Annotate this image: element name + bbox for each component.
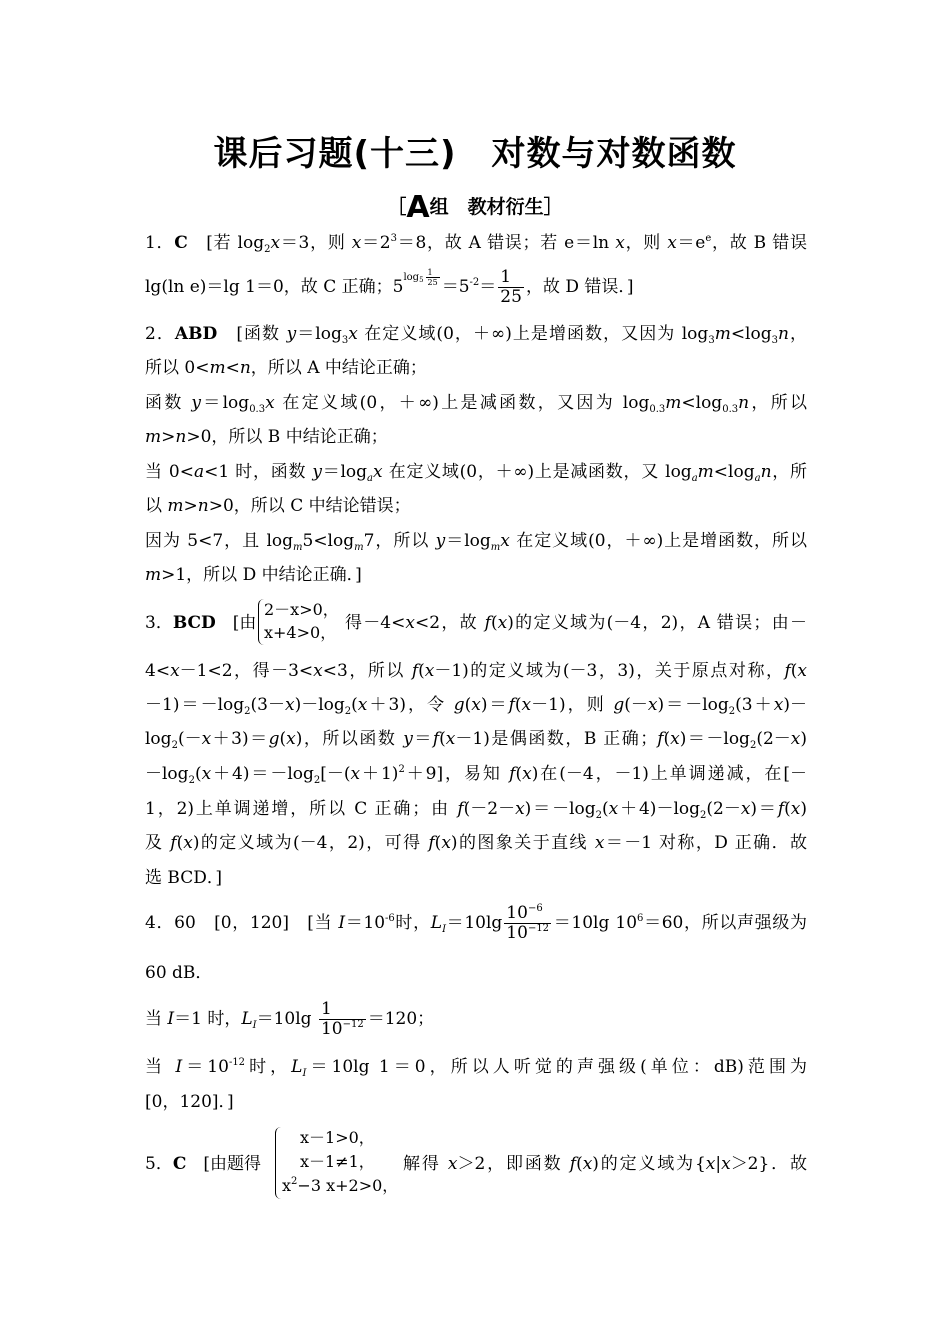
problem-3-line-7: 及 f(x)的定义域为(－4，2)，可得 f(x)的图象关于直线 x＝－1 对称，D 正确．故 <box>145 833 808 853</box>
problem-3-line-1: 得－4<x<2，故 f(x)的定义域为(－4，2)，A 错误；由－ <box>345 613 808 633</box>
problem-2-line-6: 以 m>n>0，所以 C 中结论错误； <box>145 496 411 516</box>
problem-4-line-2: 60 dB． <box>145 963 213 983</box>
problem-2-line-1: 2．ABD [函数 $y=\log_3x$ 在定义域(0，＋∞)上是增函数，又因为 $\log_3m<\log_3n$， <box>145 324 808 346</box>
problem-4-line-3: 当 I＝1 时，$L_I=10\lg$ $\frac{1}{10^{-12}}$ ＝120； <box>145 999 435 1039</box>
group-letter: A <box>406 190 430 225</box>
problem-2-line-2: 所以 0<m<n，所以 A 中结论正确； <box>145 358 427 378</box>
problem-1-line-1: 1．C [若 $\log_2x=3$，则 $x=2^3=8$，故 A 错误；若 e＝ln x，则 $x=e^e$，故 B 错误 <box>145 233 807 255</box>
problem-1-line-2: lg(ln e)＝lg 1＝0，故 C 正确；$5^{log_5 \frac{1}{25}}$ $=5^{-2}=$ $\frac{1}{25}$ ，故 D 错误．] <box>145 267 634 307</box>
problem-4-line-5: [0，120]．] <box>145 1092 234 1112</box>
answer-3: BCD <box>172 613 216 633</box>
problem-3-prefix: 3．BCD [由 <box>145 613 257 633</box>
problem-2-line-8: m>1，所以 D 中结论正确．] <box>145 565 362 585</box>
answer-5: C <box>172 1154 187 1174</box>
fraction-1-25: $\frac{1}{25}$ <box>500 267 522 307</box>
problem-3-line-8: 选 BCD．] <box>145 868 222 888</box>
problem-3-line-4: $\log_2(-x+3)=g(x)$，所以函数 y＝f(x－1)是偶函数，B 正确；$f(x)=-\log_2(2-x)$ <box>145 729 807 751</box>
answer-1: C <box>174 233 188 253</box>
group-name: 组 教材衍生 <box>429 196 544 218</box>
problem-3-line-2: 4<x－1<2，得－3<x<3，所以 f(x－1)的定义域为(－3，3)，关于原点对称，f(x <box>145 661 808 681</box>
problem-5-line-1: 解得 x＞2，即函数 f(x)的定义域为{x|x＞2}．故 <box>403 1154 807 1174</box>
page-title: 课后习题(十三) 对数与对数函数 <box>213 134 737 174</box>
problem-2-line-3: 函数 $y=\log_{0.3}x$ 在定义域(0，＋∞)上是减函数，又因为 $\log_{0.3}m<\log_{0.3}n$，所以 <box>145 393 808 415</box>
fraction-one-over: $\frac{1}{10^{-12}}$ <box>320 999 364 1039</box>
bracket-open: ［ <box>387 196 407 218</box>
answer-2: ABD <box>174 324 218 344</box>
problem-2-line-7: 因为 5<7，且 $\log_m5<\log_m7$，所以 $y=\log_mx$ 在定义域(0，＋∞)上是增函数，所以 <box>145 531 807 553</box>
problem-3-line-5: $-\log_2(x+4)=-\log_2[-(x+1)^2+9]$，易知 f(x)在(－4，－1)上单调递减，在[－ <box>145 764 807 786</box>
problem-2-line-5: 当 0<a<1 时，函数 $y=\log_ax$ 在定义域(0，＋∞)上是减函数，又 $\log_am<\log_an$，所 <box>145 462 808 484</box>
system-3: 2－x>0， x+4>0， <box>264 600 339 642</box>
bracket-close: ］ <box>543 196 563 218</box>
answer-4: 60 [0，120] <box>174 913 289 933</box>
section-header <box>0 190 950 225</box>
problem-5-prefix: 5．C [由题得 <box>145 1154 261 1174</box>
problem-2-line-4: m>n>0，所以 B 中结论正确； <box>145 427 388 447</box>
problem-3-line-6: 1，2)上单调递增，所以 C 正确；由 $f(-2-x)=-\log_2(x+4)-\log_2(2-x)=f(x)$ <box>145 799 807 821</box>
problem-4-line-1: 4．60 [0，120] [当 $I=10^{-6}$时，$L_I=10\lg$ $\frac{10^{-6}}{10^{-12}}$ ＝10lg $10^6=60$，所以声强级为 <box>145 903 808 943</box>
problem-3-line-3: $-1)=-\log_2(3-x)-\log_2(x+3)$，令 g(x)＝f(x－1)，则 $g(-x)=-\log_2(3+x)-$ <box>145 695 807 717</box>
problem-4-line-4: 当 $I=10^{-12}$时，$L_I=10\lg$ 1＝0，所以人听觉的声强级(单位：dB)范围为 <box>145 1057 807 1079</box>
system-5: x－1>0， x－1≠1， $x^2-3$ x+2>0， <box>282 1128 399 1195</box>
fraction-ratio: $\frac{10^{-6}}{10^{-12}}$ <box>506 903 550 943</box>
